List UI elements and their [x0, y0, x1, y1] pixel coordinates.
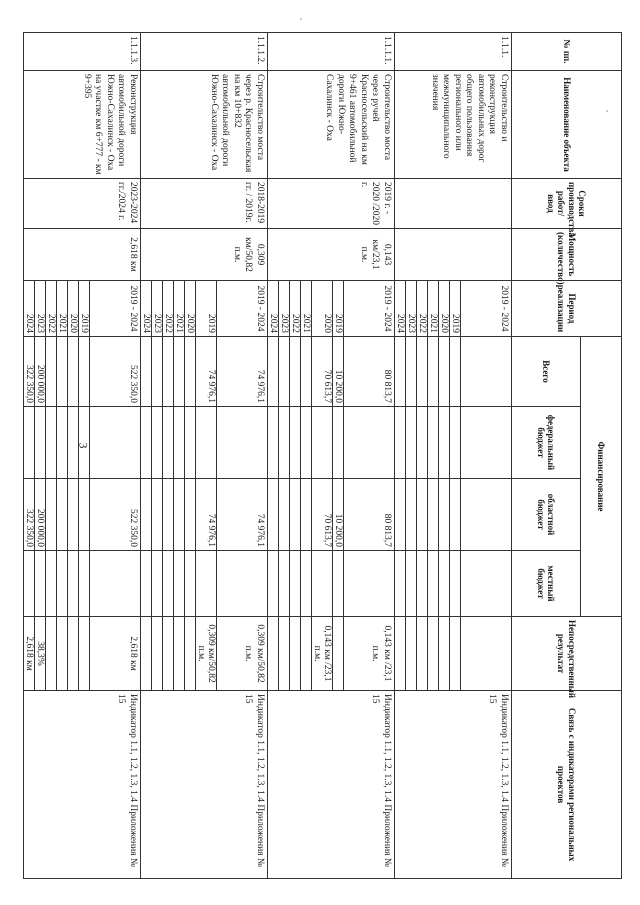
period-cell: 2021	[174, 281, 185, 337]
regional-cell	[268, 479, 279, 551]
result-cell	[406, 617, 417, 691]
regional-cell: 70 613,7	[312, 479, 333, 551]
col-financing: Финансирование	[581, 337, 622, 617]
col-link: Связь с индикаторами региональных проектов	[512, 691, 622, 879]
federal-cell	[141, 407, 152, 479]
regional-cell	[450, 479, 461, 551]
col-result: Непосредственный результат	[512, 617, 622, 691]
total-cell	[439, 337, 450, 407]
local-cell	[439, 551, 450, 617]
work-term: 2019 г. - 2020 /2020 г.	[268, 179, 395, 229]
period-cell: 2023	[35, 281, 46, 337]
federal-cell	[290, 407, 301, 479]
col-federal: федеральный бюджет	[512, 407, 581, 479]
regional-cell	[461, 479, 512, 551]
period-cell: 2019 - 2024	[90, 281, 141, 337]
object-name: Строительство моста через р. Красносельская на км 10+832 автомобильной дороги Южно-Сахалинск - Оха	[141, 71, 268, 179]
local-cell	[79, 551, 90, 617]
total-cell	[279, 337, 290, 407]
regional-cell	[57, 479, 68, 551]
capacity	[395, 229, 512, 281]
period-cell: 2021	[301, 281, 312, 337]
period-cell: 2024	[268, 281, 279, 337]
regional-cell	[174, 479, 185, 551]
federal-cell	[450, 407, 461, 479]
federal-cell	[344, 407, 395, 479]
period-cell: 2019 - 2024	[217, 281, 268, 337]
federal-cell	[185, 407, 196, 479]
federal-cell	[301, 407, 312, 479]
period-cell: 2020	[68, 281, 79, 337]
regional-cell: 74 976,1	[217, 479, 268, 551]
capacity: 2,618 км	[24, 229, 141, 281]
result-cell	[163, 617, 174, 691]
total-cell	[428, 337, 439, 407]
result-cell	[333, 617, 344, 691]
object-name: Строительство моста через ручей Красносельский на км 9+461 автомобильной дороги Южно-Сахалинск - Оха	[268, 71, 395, 179]
total-cell	[268, 337, 279, 407]
local-cell	[152, 551, 163, 617]
period-cell: 2021	[428, 281, 439, 337]
period-cell: 2019 - 2024	[461, 281, 512, 337]
federal-cell	[68, 407, 79, 479]
regional-cell: 74 976,1	[196, 479, 217, 551]
federal-cell	[279, 407, 290, 479]
period-cell: 2023	[152, 281, 163, 337]
period-cell: 2024	[24, 281, 35, 337]
col-local: местный бюджет	[512, 551, 581, 617]
period-cell: 2022	[163, 281, 174, 337]
regional-cell	[301, 479, 312, 551]
federal-cell	[79, 407, 90, 479]
total-cell	[68, 337, 79, 407]
regional-cell: 80 813,7	[344, 479, 395, 551]
total-cell: 80 813,7	[344, 337, 395, 407]
local-cell	[35, 551, 46, 617]
local-cell	[217, 551, 268, 617]
result-cell	[174, 617, 185, 691]
federal-cell	[57, 407, 68, 479]
total-cell	[395, 337, 406, 407]
local-cell	[279, 551, 290, 617]
regional-cell	[46, 479, 57, 551]
local-cell	[461, 551, 512, 617]
regional-cell	[163, 479, 174, 551]
total-cell: 74 976,1	[196, 337, 217, 407]
period-cell: 2020	[185, 281, 196, 337]
result-cell	[268, 617, 279, 691]
rotated-table-sheet	[24, 32, 622, 878]
federal-cell	[439, 407, 450, 479]
period-cell: 2022	[417, 281, 428, 337]
total-cell	[301, 337, 312, 407]
work-term: 2018-2019 гг. / 2019г.	[141, 179, 268, 229]
total-cell	[417, 337, 428, 407]
result-cell	[68, 617, 79, 691]
regional-cell	[395, 479, 406, 551]
local-cell	[174, 551, 185, 617]
regional-cell	[185, 479, 196, 551]
col-period: Период реализации	[512, 281, 622, 337]
total-cell	[46, 337, 57, 407]
object-name: Строительство и реконструкция автомобильных дорог общего пользования регионального или межмуниципального значения	[395, 71, 512, 179]
col-term: Сроки производства работ/ввод	[512, 179, 622, 229]
total-cell	[163, 337, 174, 407]
total-cell	[461, 337, 512, 407]
total-cell: 10 200,0	[333, 337, 344, 407]
federal-cell	[333, 407, 344, 479]
result-cell: 0,309 км/50,82 п.м.	[217, 617, 268, 691]
indicator-link: Индикатор 1.1, 1.2, 1.3, 1.4 Приложения № 15	[141, 691, 268, 879]
result-cell	[450, 617, 461, 691]
federal-cell	[152, 407, 163, 479]
local-cell	[301, 551, 312, 617]
regional-cell	[428, 479, 439, 551]
period-cell: 2019	[450, 281, 461, 337]
federal-cell	[312, 407, 333, 479]
local-cell	[290, 551, 301, 617]
capacity: 0,143 км/23,1 п.м.	[268, 229, 395, 281]
header-row	[581, 33, 622, 879]
col-num: № пп.	[512, 33, 622, 71]
local-cell	[395, 551, 406, 617]
object-name: Реконструкция автомобильной дороги Южно-Сахалинск - Оха на участке км 6+777 - км 9+395	[24, 71, 141, 179]
total-cell	[79, 337, 90, 407]
total-cell	[406, 337, 417, 407]
regional-cell	[406, 479, 417, 551]
local-cell	[90, 551, 141, 617]
federal-cell	[163, 407, 174, 479]
local-cell	[57, 551, 68, 617]
local-cell	[450, 551, 461, 617]
federal-cell	[406, 407, 417, 479]
local-cell	[46, 551, 57, 617]
total-cell: 74 976,1	[217, 337, 268, 407]
table-body	[24, 33, 512, 879]
result-cell	[395, 617, 406, 691]
federal-cell	[461, 407, 512, 479]
local-cell	[406, 551, 417, 617]
result-cell	[57, 617, 68, 691]
period-cell: 2019	[196, 281, 217, 337]
result-cell: 38,3%	[35, 617, 46, 691]
result-cell	[417, 617, 428, 691]
period-cell: 2019	[79, 281, 90, 337]
result-cell: 2,618 км	[90, 617, 141, 691]
result-cell	[79, 617, 90, 691]
local-cell	[185, 551, 196, 617]
regional-cell	[141, 479, 152, 551]
total-cell: 522 350,0	[90, 337, 141, 407]
col-power: Мощность (количество)	[512, 229, 622, 281]
period-cell: 2022	[46, 281, 57, 337]
regional-cell: 10 200,0	[333, 479, 344, 551]
federal-cell	[428, 407, 439, 479]
indicator-link: Индикатор 1.1, 1.2, 1.3, 1.4 Приложения № 15	[395, 691, 512, 879]
total-cell: 322 350,0	[24, 337, 35, 407]
col-total: Всего	[512, 337, 581, 407]
local-cell	[344, 551, 395, 617]
regional-cell: 522 350,0	[90, 479, 141, 551]
table-row	[461, 33, 512, 879]
regional-cell	[152, 479, 163, 551]
regional-cell	[279, 479, 290, 551]
period-cell: 2019	[333, 281, 344, 337]
row-number: 1.1.1.2.	[141, 33, 268, 71]
period-cell: 2022	[290, 281, 301, 337]
total-cell	[152, 337, 163, 407]
result-cell: 0,143 км /23,1 п.м.	[312, 617, 333, 691]
col-name: Наименование объекта	[512, 71, 622, 179]
regional-cell	[290, 479, 301, 551]
period-cell: 2024	[395, 281, 406, 337]
total-cell	[141, 337, 152, 407]
federal-cell	[46, 407, 57, 479]
row-number: 1.1.1.1.	[268, 33, 395, 71]
total-cell: 70 613,7	[312, 337, 333, 407]
result-cell	[439, 617, 450, 691]
federal-cell	[395, 407, 406, 479]
result-cell	[290, 617, 301, 691]
table-row	[344, 33, 395, 879]
result-cell	[152, 617, 163, 691]
result-cell	[46, 617, 57, 691]
row-number: 1.1.1.	[395, 33, 512, 71]
result-cell	[141, 617, 152, 691]
federal-cell	[174, 407, 185, 479]
regional-cell	[68, 479, 79, 551]
regional-cell: 322 350,0	[24, 479, 35, 551]
local-cell	[163, 551, 174, 617]
period-cell: 2020	[439, 281, 450, 337]
federal-cell	[24, 407, 35, 479]
result-cell: 2,618 км	[24, 617, 35, 691]
federal-cell	[268, 407, 279, 479]
period-cell: 2020	[312, 281, 333, 337]
federal-cell	[35, 407, 46, 479]
federal-cell	[417, 407, 428, 479]
local-cell	[24, 551, 35, 617]
capacity: 0,309 км/50,82 п.м.	[141, 229, 268, 281]
local-cell	[312, 551, 333, 617]
period-cell: 2023	[279, 281, 290, 337]
total-cell: 200 000,0	[35, 337, 46, 407]
regional-cell	[417, 479, 428, 551]
result-cell: 0,143 км /23,1 п.м.	[344, 617, 395, 691]
row-number: 1.1.1.3.	[24, 33, 141, 71]
result-cell	[428, 617, 439, 691]
federal-cell	[196, 407, 217, 479]
scan-speck	[300, 18, 302, 20]
local-cell	[268, 551, 279, 617]
local-cell	[68, 551, 79, 617]
local-cell	[196, 551, 217, 617]
result-cell: 0,309 км/50,82 п.м.	[196, 617, 217, 691]
period-cell: 2024	[141, 281, 152, 337]
table-row	[217, 33, 268, 879]
page-number: 3	[76, 442, 91, 449]
regional-cell: 200 000,0	[35, 479, 46, 551]
total-cell	[57, 337, 68, 407]
federal-cell	[90, 407, 141, 479]
work-term: 2023-2024 гг./2024 г.	[24, 179, 141, 229]
local-cell	[141, 551, 152, 617]
result-cell	[185, 617, 196, 691]
period-cell: 2021	[57, 281, 68, 337]
work-term	[395, 179, 512, 229]
result-cell	[461, 617, 512, 691]
total-cell	[185, 337, 196, 407]
col-regional: областной бюджет	[512, 479, 581, 551]
local-cell	[333, 551, 344, 617]
financing-table	[23, 32, 622, 879]
period-cell: 2023	[406, 281, 417, 337]
regional-cell	[439, 479, 450, 551]
total-cell	[290, 337, 301, 407]
indicator-link: Индикатор 1.1, 1.2, 1.3, 1.4 Приложения № 15	[24, 691, 141, 879]
regional-cell	[79, 479, 90, 551]
table-row	[90, 33, 141, 879]
period-cell: 2019 - 2024	[344, 281, 395, 337]
result-cell	[279, 617, 290, 691]
total-cell	[174, 337, 185, 407]
total-cell	[450, 337, 461, 407]
indicator-link: Индикатор 1.1, 1.2, 1.3, 1.4 Приложения № 15	[268, 691, 395, 879]
local-cell	[428, 551, 439, 617]
local-cell	[417, 551, 428, 617]
result-cell	[301, 617, 312, 691]
federal-cell	[217, 407, 268, 479]
